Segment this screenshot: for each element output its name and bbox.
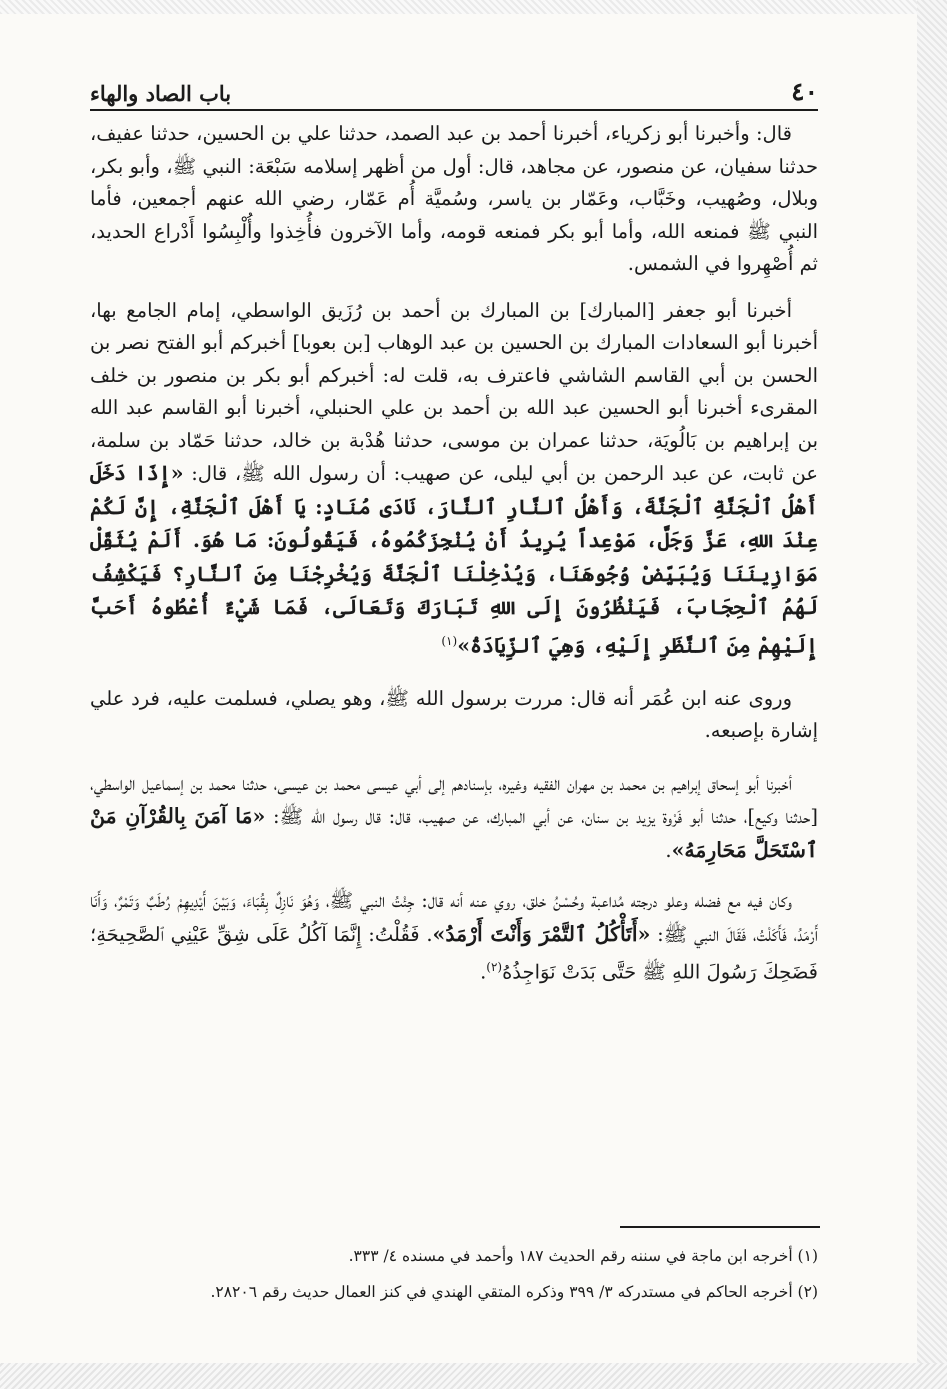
- paragraph-tail: .: [665, 838, 672, 862]
- paragraph-text: وروى عنه ابن عُمَر أنه قال: مررت برسول الله ﷺ، وهو يصلي، فسلمت عليه، فرد علي إشارة بإصبعه.: [90, 686, 818, 742]
- paragraph-1: [90, 118, 818, 281]
- footnotes: [90, 1238, 818, 1310]
- footnote-2: (٢) أخرجه الحاكم في مستدركه ٣/ ٣٩٩ وذكره المتقي الهندي في كنز العمال حديث رقم ٢٨٢٠٦.: [210, 1283, 818, 1301]
- paragraph-4: [90, 768, 818, 868]
- footnote-ref[interactable]: (٢): [486, 960, 503, 974]
- footnote-1: (١) أخرجه ابن ماجة في سننه رقم الحديث ١٨٧ وأحمد في مسنده ٤/ ٣٣٣.: [348, 1247, 818, 1265]
- hadith-text: «مَا آمَنَ بِالقُرْآنِ مَنْ ٱسْتَحَلَّ مَحَارِمَهُ»: [90, 804, 818, 862]
- scan-edge-right: [917, 0, 947, 1389]
- paragraph-5: وكان فيه مع فضله وعلو درجته مُداعبة وحُسْنُ خلق، روي عنه أنه قال: جِئْتُ النبي ﷺ، وَهُوَ نَازِلٌ بِقُبَاءَ، وَبَيْنَ أَيْدِيهِمْ رُطَبٌ وَتَمْرٌ، وَأَنَا أَرْمَدُ، فَأَكَلْتُ، فَقَالَ النبي ﷺ: «أَتَأْكُلُ ٱلتَّمْرَ وَأَنْتَ أَرْمَدُ». فَقُلْتُ: إِنَّمَا آكُلُ عَلَى شِقِّ عَيْنِي ٱلصَّحِيحَةِ؛ فَضَحِكَ رَسُولَ اللهِ ﷺ حَتَّى بَدَتْ نَوَاجِذُهُ$^{(٢)}$.: [90, 889, 819, 984]
- chapter-title: باب الصاد والهاء: [90, 81, 232, 106]
- paragraph-text: وكان فيه مع فضله وعلو درجته مُداعبة وحُسْنُ خلق، روي عنه أنه قال: جِئْتُ النبي ﷺ، وَهُوَ نَازِلٌ بِقُبَاءَ، وَبَيْنَ أَيْدِيهِمْ رُطَبٌ وَتَمْرٌ، وَأَنَا أَرْمَدُ، فَأَكَلْتُ، فَقَالَ النبي ﷺ:: [90, 889, 819, 946]
- page-header: [90, 72, 818, 111]
- paragraph-text: أخبرنا أبو إسحاق إبراهيم بن محمد بن مهران الفقيه وغيره، بإسنادهم إلى أبي عيسى محمد بن عيسى، حدثنا محمد بن إسماعيل الواسطي، [حدثنا وكيع]، حدثنا أبو فَرْوة يزيد بن سنان، عن أبي المبارك، عن صهيب، قال: قال رسول الله ﷺ:: [90, 771, 818, 828]
- page-number: ٤٠: [791, 77, 818, 106]
- scan-edge-bottom: [0, 1363, 947, 1389]
- hadith-text: «أَتَأْكُلُ ٱلتَّمْرَ وَأَنْتَ أَرْمَدُ»: [432, 921, 651, 946]
- paragraph-text: أخبرنا أبو جعفر [المبارك] بن المبارك بن أحمد بن رُزَيق الواسطي، إمام الجامع بها، أخبرنا أبو السعادات المبارك بن الحسين بن عبد الوهاب [بن بعوبا] أخبركم أبو الفتح نصر بن الحسن بن أبي القاسم الشاشي فاعترف به، قلت له: أخبركم أبو بكر بن منصور بن خلف المقرىء أخبرنا أبو الحسين عبد الله بن أحمد بن علي الحنبلي، أخبرنا أبو القاسم عبد الله بن إبراهيم بن بَالُويَة، حدثنا عمران بن موسى، حدثنا هُدْبة بن خالد، حدثنا حَمّاد بن سلمة، عن ثابت، عن عبد الرحمن بن أبي ليلى، عن صهيب: أن رسول الله ﷺ، قال:: [90, 298, 818, 485]
- hadith-text: «إِذَا دَخَلَ أَهْلُ ٱلْجَنَّةِ ٱلْجَنَّةَ، وَأَهْلُ ٱلنَّارِ ٱلنَّارَ، نَادَى مُنَادٍ: يَا أَهْلَ ٱلْجَنَّةِ، إِنَّ لَكُمْ عِنْدَ اللهِ، عَزَّ وَجَلَّ، مَوْعِداً يُرِيدُ أَنْ يُنْجِزَكُمُوهُ، فَيَقُولُونَ: مَا هُوَ. أَلَمْ يُثَقِّلْ مَوَازِينَنَا وَيُبَيِّضْ وُجُوهَنَا، وَيُدْخِلْنَا ٱلْجَنَّةَ وَيُخْرِجْنَا مِنَ ٱلنَّارِ؟ فَيَكْشِفُ لَهُمُ ٱلْحِجَابَ، فَيَنْظُرُونَ إِلَى اللهِ تَبَارَكَ وَتَعَالَى، فَمَا شَيْءٌ أُعْطُوهُ أَحَبَّ إِلَيْهِمْ مِنَ ٱلنَّظَرِ إِلَيْهِ، وَهِيَ ٱلزِّيَادَةُ»: [90, 461, 818, 657]
- scan-edge-top: [0, 0, 947, 14]
- paragraph-3: [90, 683, 818, 748]
- paragraph-text: قال: وأخبرنا أبو زكرياء، أخبرنا أحمد بن عبد الصمد، حدثنا علي بن الحسين، حدثنا عفيف، حدثنا سفيان، عن منصور، عن مجاهد، قال: أول من أظهر إسلامه سَبْعَة: النبي ﷺ، وأبو بكر، وبلال، وصُهيب، وخَبَّاب، وعَمّار بن ياسر، وسُميَّة أُم عَمّار، رضي الله عنهم أجمعين، فأما النبي ﷺ فمنعه الله، وأما أبو بكر فمنعه قومه، وأما الآخرون فأُخِذوا وأُلْبِسُوا أَدْراع الحديد، ثم أُصْهِروا في الشمس.: [90, 122, 818, 275]
- footnote-divider: [620, 1226, 820, 1228]
- paragraph-tail: . فَقُلْتُ: إِنَّمَا آكُلُ عَلَى شِقِّ عَيْنِي ٱلصَّحِيحَةِ؛ فَضَحِكَ رَسُولَ اللهِ ﷺ حَتَّى بَدَتْ نَوَاجِذُهُ: [90, 922, 818, 984]
- paragraph-2: [90, 295, 818, 663]
- footnote-ref[interactable]: (١): [441, 633, 458, 648]
- main-text: [90, 118, 818, 1218]
